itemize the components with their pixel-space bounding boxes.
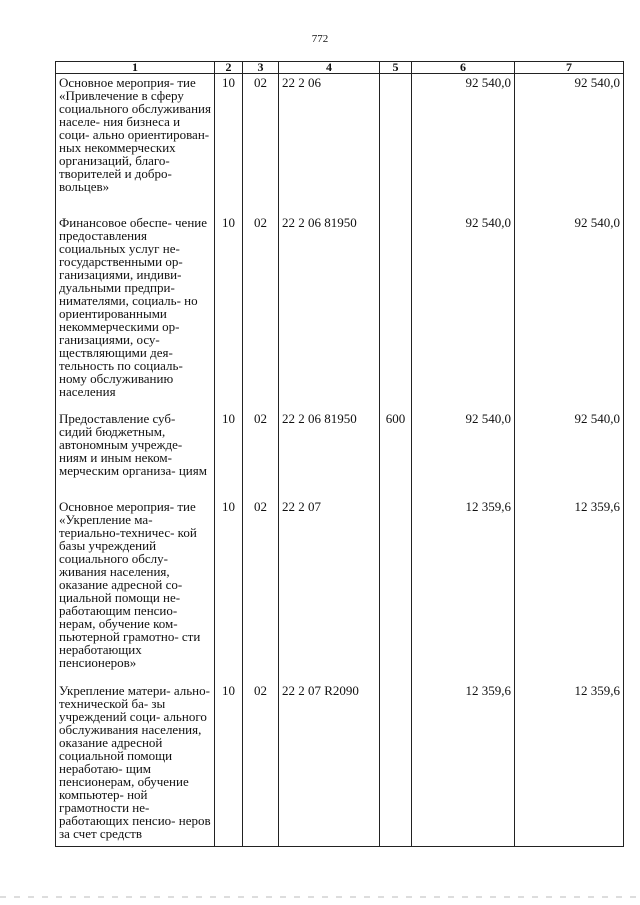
row-target: 22 2 07 R2090 (279, 684, 380, 847)
table-header-row (56, 62, 624, 74)
row-expense (380, 74, 412, 217)
row-expense: 600 (380, 412, 412, 500)
row-target: 22 2 06 (279, 74, 380, 217)
row-sum-1: 12 359,6 (412, 500, 515, 684)
column-header: 5 (380, 62, 412, 74)
table-row (56, 684, 624, 847)
column-header: 3 (243, 62, 279, 74)
row-target: 22 2 06 81950 (279, 412, 380, 500)
row-name: Основное мероприя- тие «Привлечение в сферу социального обслуживания населе- ния бизнеса и соци- ально ориентирован- ных некоммерческих организаций, благо- творителей и добро- вольцев» (56, 74, 215, 217)
row-subsection: 02 (243, 500, 279, 684)
row-target: 22 2 07 (279, 500, 380, 684)
table-row (56, 216, 624, 412)
row-section: 10 (215, 500, 243, 684)
row-section: 10 (215, 216, 243, 412)
row-expense (380, 500, 412, 684)
row-sum-1: 92 540,0 (412, 216, 515, 412)
row-sum-2: 92 540,0 (515, 412, 624, 500)
row-name: Предоставление суб- сидий бюджетным, автономным учрежде- ниям и иным неком- мерческим организа- циям (56, 412, 215, 500)
row-sum-2: 92 540,0 (515, 74, 624, 217)
column-header: 4 (279, 62, 380, 74)
column-header: 7 (515, 62, 624, 74)
scan-edge (0, 896, 640, 898)
table-row (56, 500, 624, 684)
budget-table (55, 61, 624, 847)
table-row (56, 74, 624, 217)
row-expense (380, 684, 412, 847)
row-subsection: 02 (243, 412, 279, 500)
column-header: 2 (215, 62, 243, 74)
row-sum-1: 12 359,6 (412, 684, 515, 847)
column-header: 1 (56, 62, 215, 74)
row-section: 10 (215, 684, 243, 847)
row-subsection: 02 (243, 216, 279, 412)
row-target: 22 2 06 81950 (279, 216, 380, 412)
row-sum-1: 92 540,0 (412, 74, 515, 217)
row-sum-2: 12 359,6 (515, 684, 624, 847)
row-name: Финансовое обеспе- чение предоставления социальных услуг не- государственными ор- ганизациями, индиви- дуальными предпри- нимателями, социаль- но ориентированными некоммерческими ор- ганизациями, осу- ществляющими дея- тельность по социаль- ному обслуживанию населения (56, 216, 215, 412)
row-section: 10 (215, 74, 243, 217)
row-name: Укрепление матери- ально-технической ба- зы учреждений соци- ального обслуживания населения, оказание адресной социальной помощи неработаю- щим пенсионерам, обучение компьютер- ной грамотности не- работающих пенсио- неров за счет средств (56, 684, 215, 847)
row-sum-2: 12 359,6 (515, 500, 624, 684)
row-subsection: 02 (243, 684, 279, 847)
row-name: Основное мероприя- тие «Укрепление ма- териально-техничес- кой базы учреждений социального обслу- живания населения, оказание адресной со- циальной помощи не- работающим пенсио- нерам, обучение ком- пьютерной грамотно- сти неработающих пенсионеров» (56, 500, 215, 684)
row-sum-1: 92 540,0 (412, 412, 515, 500)
row-sum-2: 92 540,0 (515, 216, 624, 412)
column-header: 6 (412, 62, 515, 74)
row-section: 10 (215, 412, 243, 500)
page-number: 772 (311, 33, 329, 45)
row-expense (380, 216, 412, 412)
table-row (56, 412, 624, 500)
row-subsection: 02 (243, 74, 279, 217)
